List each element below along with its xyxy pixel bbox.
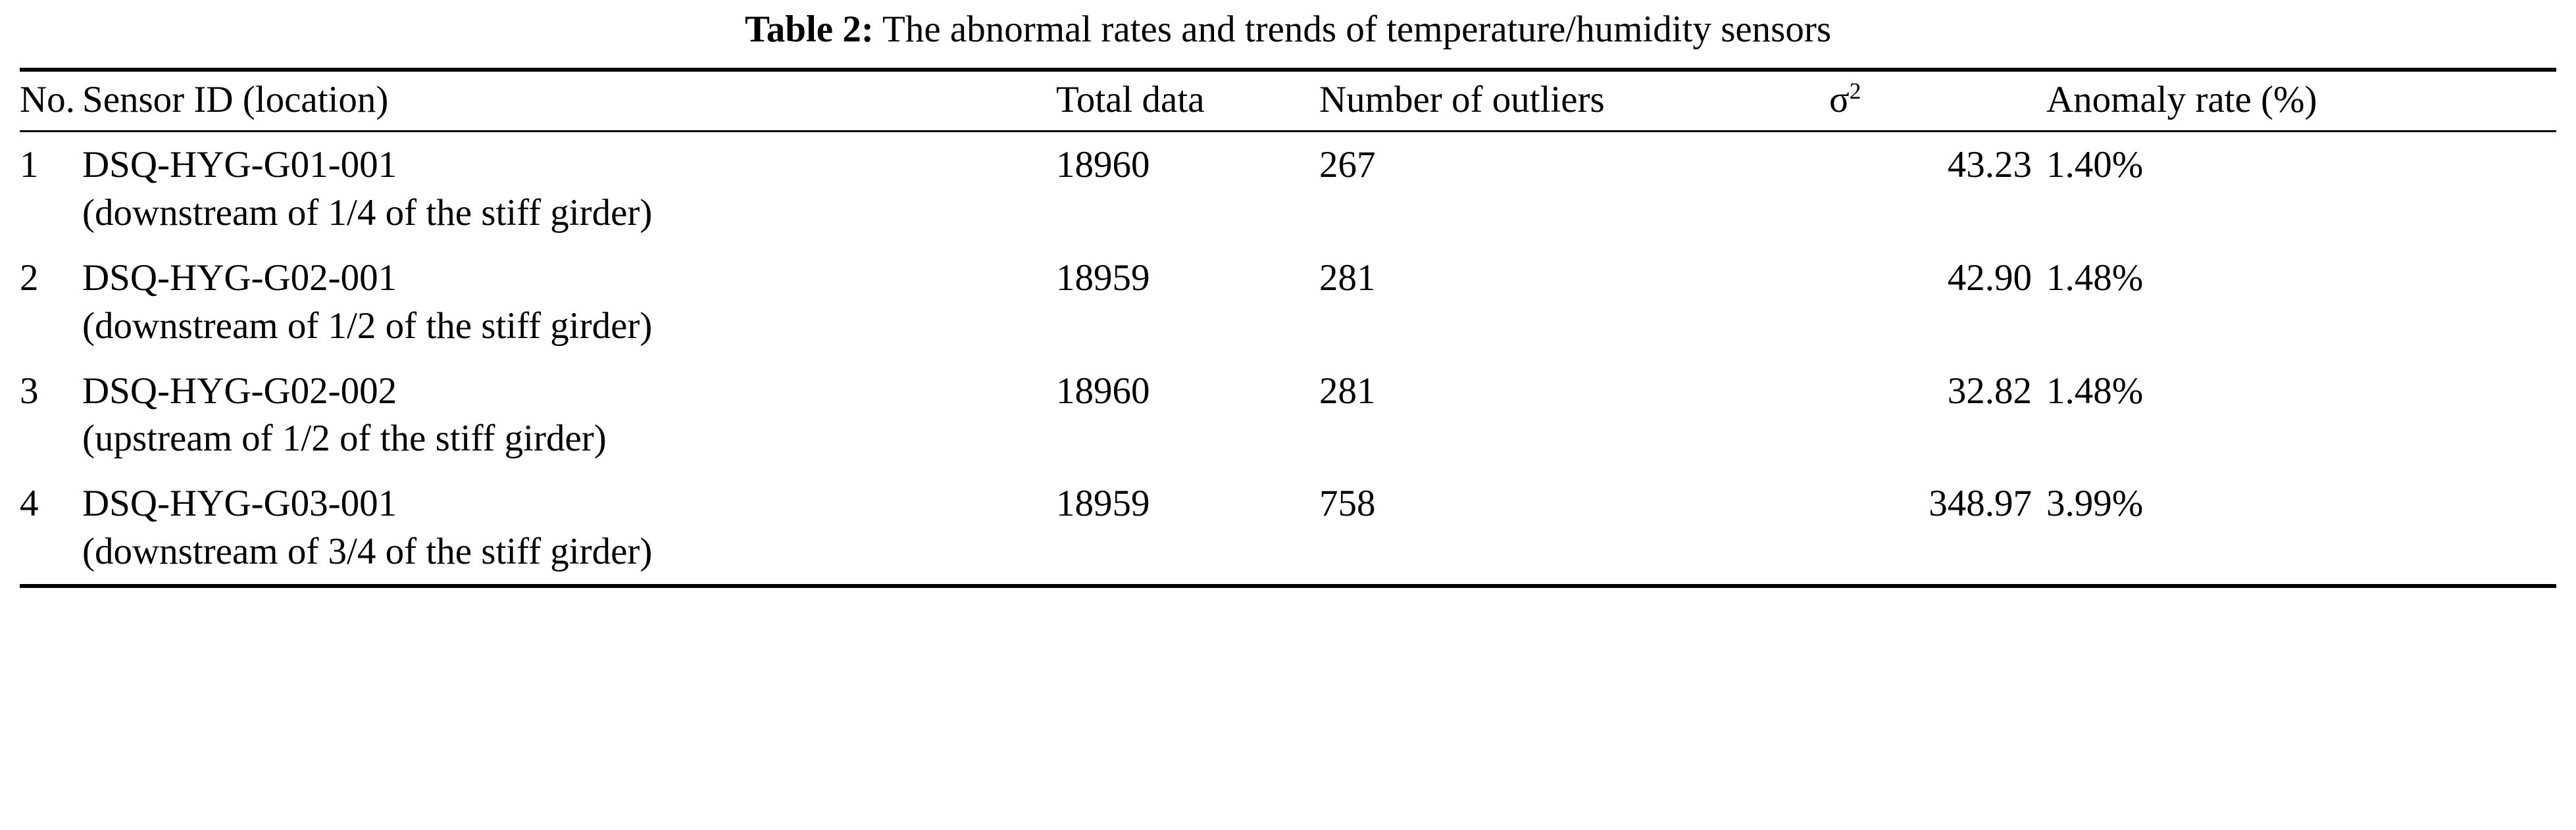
cell-sigma-squared: 348.97 xyxy=(1929,483,2032,525)
header-sigma-symbol: σ xyxy=(1829,78,1850,120)
cell-outliers: 758 xyxy=(1319,483,1376,525)
sensor-anomaly-table xyxy=(20,68,2556,589)
cell-outliers: 267 xyxy=(1319,143,1376,185)
cell-sensor xyxy=(82,358,1056,472)
header-anomaly-rate: Anomaly rate (%) xyxy=(2046,78,2317,120)
cell-no: 3 xyxy=(20,370,39,412)
table-caption-text: The abnormal rates and trends of temperature/humidity sensors xyxy=(882,9,1832,50)
cell-sensor xyxy=(82,471,1056,586)
header-no: No. xyxy=(20,78,75,120)
cell-sensor-id: DSQ-HYG-G03-001 xyxy=(82,483,397,525)
header-sigma-squared xyxy=(1829,70,2046,132)
cell-sensor xyxy=(82,131,1056,245)
cell-sensor-location: (downstream of 1/4 of the stiff girder) xyxy=(82,191,653,233)
header-number-of-outliers: Number of outliers xyxy=(1319,78,1605,120)
cell-sensor-location: (upstream of 1/2 of the stiff girder) xyxy=(82,418,607,460)
cell-total-data: 18959 xyxy=(1056,256,1150,299)
cell-anomaly-rate: 1.40% xyxy=(2046,143,2144,185)
cell-sigma-squared: 32.82 xyxy=(1947,370,2032,412)
cell-no: 1 xyxy=(20,143,39,185)
cell-anomaly-rate: 3.99% xyxy=(2046,483,2144,525)
header-sigma-exponent: 2 xyxy=(1849,78,1861,104)
cell-total-data: 18960 xyxy=(1056,143,1150,185)
table-row xyxy=(20,471,2556,586)
table-body xyxy=(20,131,2556,586)
cell-sensor-id: DSQ-HYG-G02-002 xyxy=(82,370,397,412)
cell-anomaly-rate: 1.48% xyxy=(2046,370,2144,412)
cell-sensor-location: (downstream of 3/4 of the stiff girder) xyxy=(82,531,653,573)
cell-total-data: 18959 xyxy=(1056,483,1150,525)
cell-no: 2 xyxy=(20,256,39,299)
cell-sigma-squared: 43.23 xyxy=(1947,143,2032,185)
cell-sensor-id: DSQ-HYG-G01-001 xyxy=(82,143,397,185)
cell-sensor-location: (downstream of 1/2 of the stiff girder) xyxy=(82,305,653,347)
table-caption xyxy=(20,0,2556,68)
table-row xyxy=(20,131,2556,245)
table-row xyxy=(20,245,2556,358)
header-total-data: Total data xyxy=(1056,78,1205,120)
cell-sensor-id: DSQ-HYG-G02-001 xyxy=(82,256,397,299)
table-header xyxy=(20,70,2556,132)
cell-outliers: 281 xyxy=(1319,256,1376,299)
cell-no: 4 xyxy=(20,483,39,525)
table-header-row xyxy=(20,70,2556,132)
table-row xyxy=(20,358,2556,472)
table-caption-label: Table 2: xyxy=(744,9,874,50)
cell-total-data: 18960 xyxy=(1056,370,1150,412)
cell-sigma-squared: 42.90 xyxy=(1947,256,2032,299)
cell-sensor xyxy=(82,245,1056,358)
header-sensor-id: Sensor ID (location) xyxy=(82,78,389,120)
cell-outliers: 281 xyxy=(1319,370,1376,412)
cell-anomaly-rate: 1.48% xyxy=(2046,256,2144,299)
